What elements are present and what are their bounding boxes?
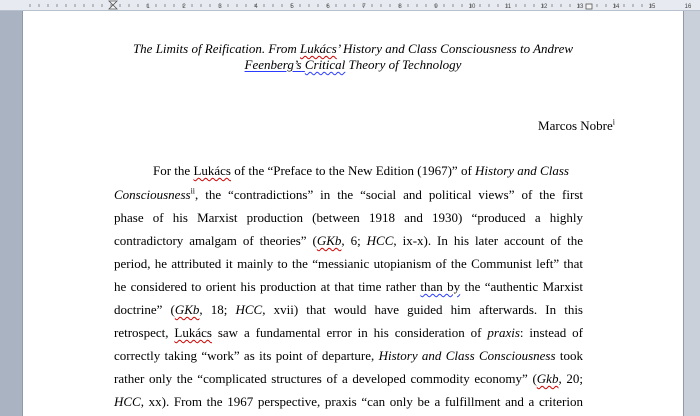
ruler-number: 4 [254,4,258,10]
body-line-3: phase of his Marxist production (between 1918 and 1930) “produced a highly [114,210,583,225]
ruler-number: 3 [218,4,222,10]
body-line-6: he considered to orient his production at that time rather than by the “authentic Marxist [114,279,583,294]
document-page[interactable] [22,11,684,416]
body-line-11: HCC, xx). From the 1967 perspective, praxis “can only be a fulfillment and a criterion [114,394,583,409]
hanging-indent-marker[interactable] [109,5,117,9]
ruler-number: 13 [576,4,584,10]
document-title-line-1: The Limits of Reification. From Lukács’ History and Class Consciousness to Andrew [132,41,574,56]
ruler-number: 11 [504,4,512,10]
body-line-10: rather only the “complicated structures of a developed commodity economy” (Gkb, 20; [114,371,583,386]
document-title-line-2: Feenberg’s Critical Theory of Technology [244,57,462,72]
body-line-8: retrospect, Lukács saw a fundamental error in his consideration of praxis: instead of [114,325,583,340]
ruler-number: 9 [434,4,438,10]
body-line-5: period, he attributed it mainly to the “messianic utopianism of the Communist left” that [114,256,583,271]
right-indent-marker[interactable] [586,4,592,9]
ruler-number: 14 [612,4,620,10]
right-margin-area [683,11,700,416]
first-line-indent-marker[interactable] [109,1,117,5]
ruler-number: 5 [290,4,294,10]
ruler-number: 16 [684,4,692,10]
ruler-number: 6 [326,4,330,10]
body-line-2: Consciousness$^{ii}$, the “contradictions” in the “social and political views” of the first [114,186,583,202]
ruler-number: 8 [398,4,402,10]
ruler-number: 7 [362,4,366,10]
ruler-number: 2 [182,4,186,10]
body-line-9: correctly taking “work” as its point of departure, History and Class Consciousness took [114,348,583,363]
body-line-7: doctrine” (GKb, 18; HCC, xvii) that would have guided him afterwards. In this [114,302,583,317]
ruler-number: 12 [540,4,548,10]
ruler-ticks [0,0,700,10]
horizontal-ruler[interactable] [0,0,700,11]
ruler-number: 15 [648,4,656,10]
body-line-4: contradictory amalgam of theories” (GKb, 6; HCC, ix-x). In his later account of the [114,233,584,248]
author-name: Marcos Nobre$^i$ [538,117,615,133]
left-margin-area [0,11,22,416]
body-line-1: For the Lukács of the “Preface to the New Edition (1967)” of History and Class [153,163,569,178]
ruler-number: 1 [146,4,150,10]
ruler-number: 10 [468,4,476,10]
